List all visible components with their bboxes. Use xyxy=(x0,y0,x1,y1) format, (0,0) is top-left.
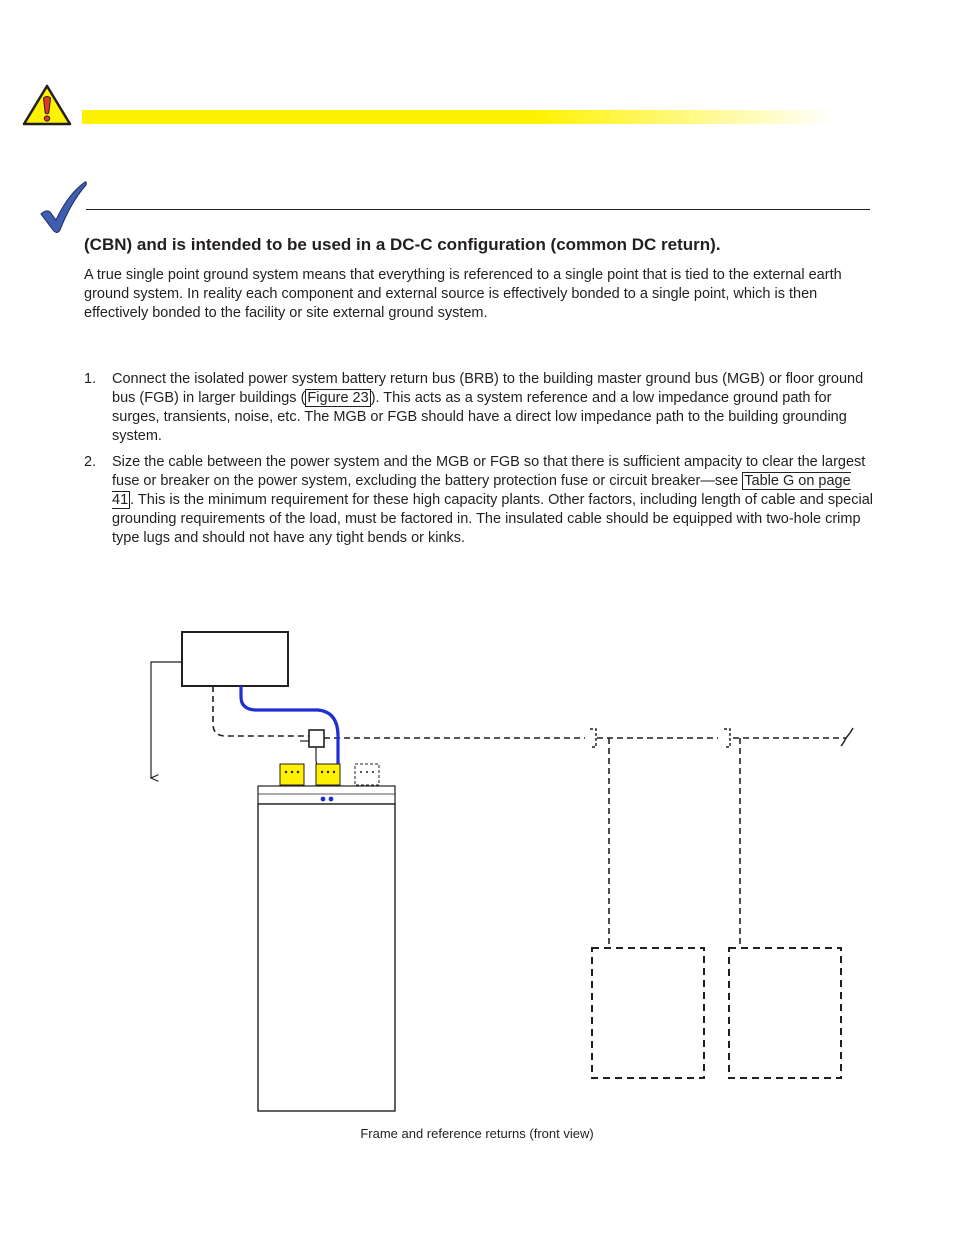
return-bus-point xyxy=(329,797,334,802)
equipment-frame-right xyxy=(729,948,841,1078)
step-text: Size the cable between the power system and the MGB or FGB so that there is sufficient ampacity to clear the largest fuse or breaker on the power system, excluding the battery protection fuse or circuit breaker—see xyxy=(112,454,866,489)
blue-return-cable xyxy=(241,686,338,764)
step-text: Connect the isolated power system battery return bus (BRB) to the building master ground bus (MGB) or floor ground bus (FGB) in larger buildings ( xyxy=(112,371,864,406)
power-cabinet-top xyxy=(258,786,395,804)
warning-triangle-icon xyxy=(22,84,72,126)
ground-bus-box xyxy=(182,632,288,686)
table-g-link[interactable]: Table G on page 41 xyxy=(112,473,851,508)
power-cabinet xyxy=(258,804,395,1111)
junction-bracket-left xyxy=(590,729,596,747)
warning-bar xyxy=(82,110,834,124)
junction-box xyxy=(309,730,324,747)
list-item xyxy=(84,453,874,548)
terminal-block-optional xyxy=(355,764,379,785)
checkmark-icon xyxy=(38,180,90,236)
terminal-block-2 xyxy=(316,764,340,785)
terminal-block-1 xyxy=(280,764,304,785)
section-heading: (CBN) and is intended to be used in a DC-C configuration (common DC return). xyxy=(84,235,721,254)
junction-bracket-right xyxy=(724,729,730,747)
dashed-end-curl xyxy=(841,728,853,746)
step-text: . This is the minimum requirement for these high capacity plants. Other factors, including length of cable and special grounding requirements of the load, must be factored in. The insulated cable should be equipped with two-hole crimp type lugs and should not have any tight bends or kinks. xyxy=(112,492,873,546)
step-number: 1. xyxy=(84,371,97,387)
return-bus-point xyxy=(321,797,326,802)
earth-ground-line xyxy=(151,662,182,778)
step-number: 2. xyxy=(84,454,97,470)
equipment-frame-left xyxy=(592,948,704,1078)
steps-list xyxy=(84,370,874,555)
list-item xyxy=(84,370,874,446)
section-rule xyxy=(86,209,870,210)
intro-paragraph: A true single point ground system means that everything is referenced to a single point that is tied to the external earth ground system. In reality each component and external source is effectively bonded to a single point, which is then effectively bonded to the facility or site external ground system. xyxy=(84,267,842,321)
figure-23-link[interactable]: Figure 23 xyxy=(307,390,369,406)
figure-caption: Frame and reference returns (front view) xyxy=(360,1126,594,1141)
step-text: ). This acts as a system reference and a low impedance ground path for surges, transients, noise, etc. The MGB or FGB should have a direct low impedance path to the building grounding system. xyxy=(112,390,847,444)
grounding-diagram xyxy=(0,600,954,1120)
